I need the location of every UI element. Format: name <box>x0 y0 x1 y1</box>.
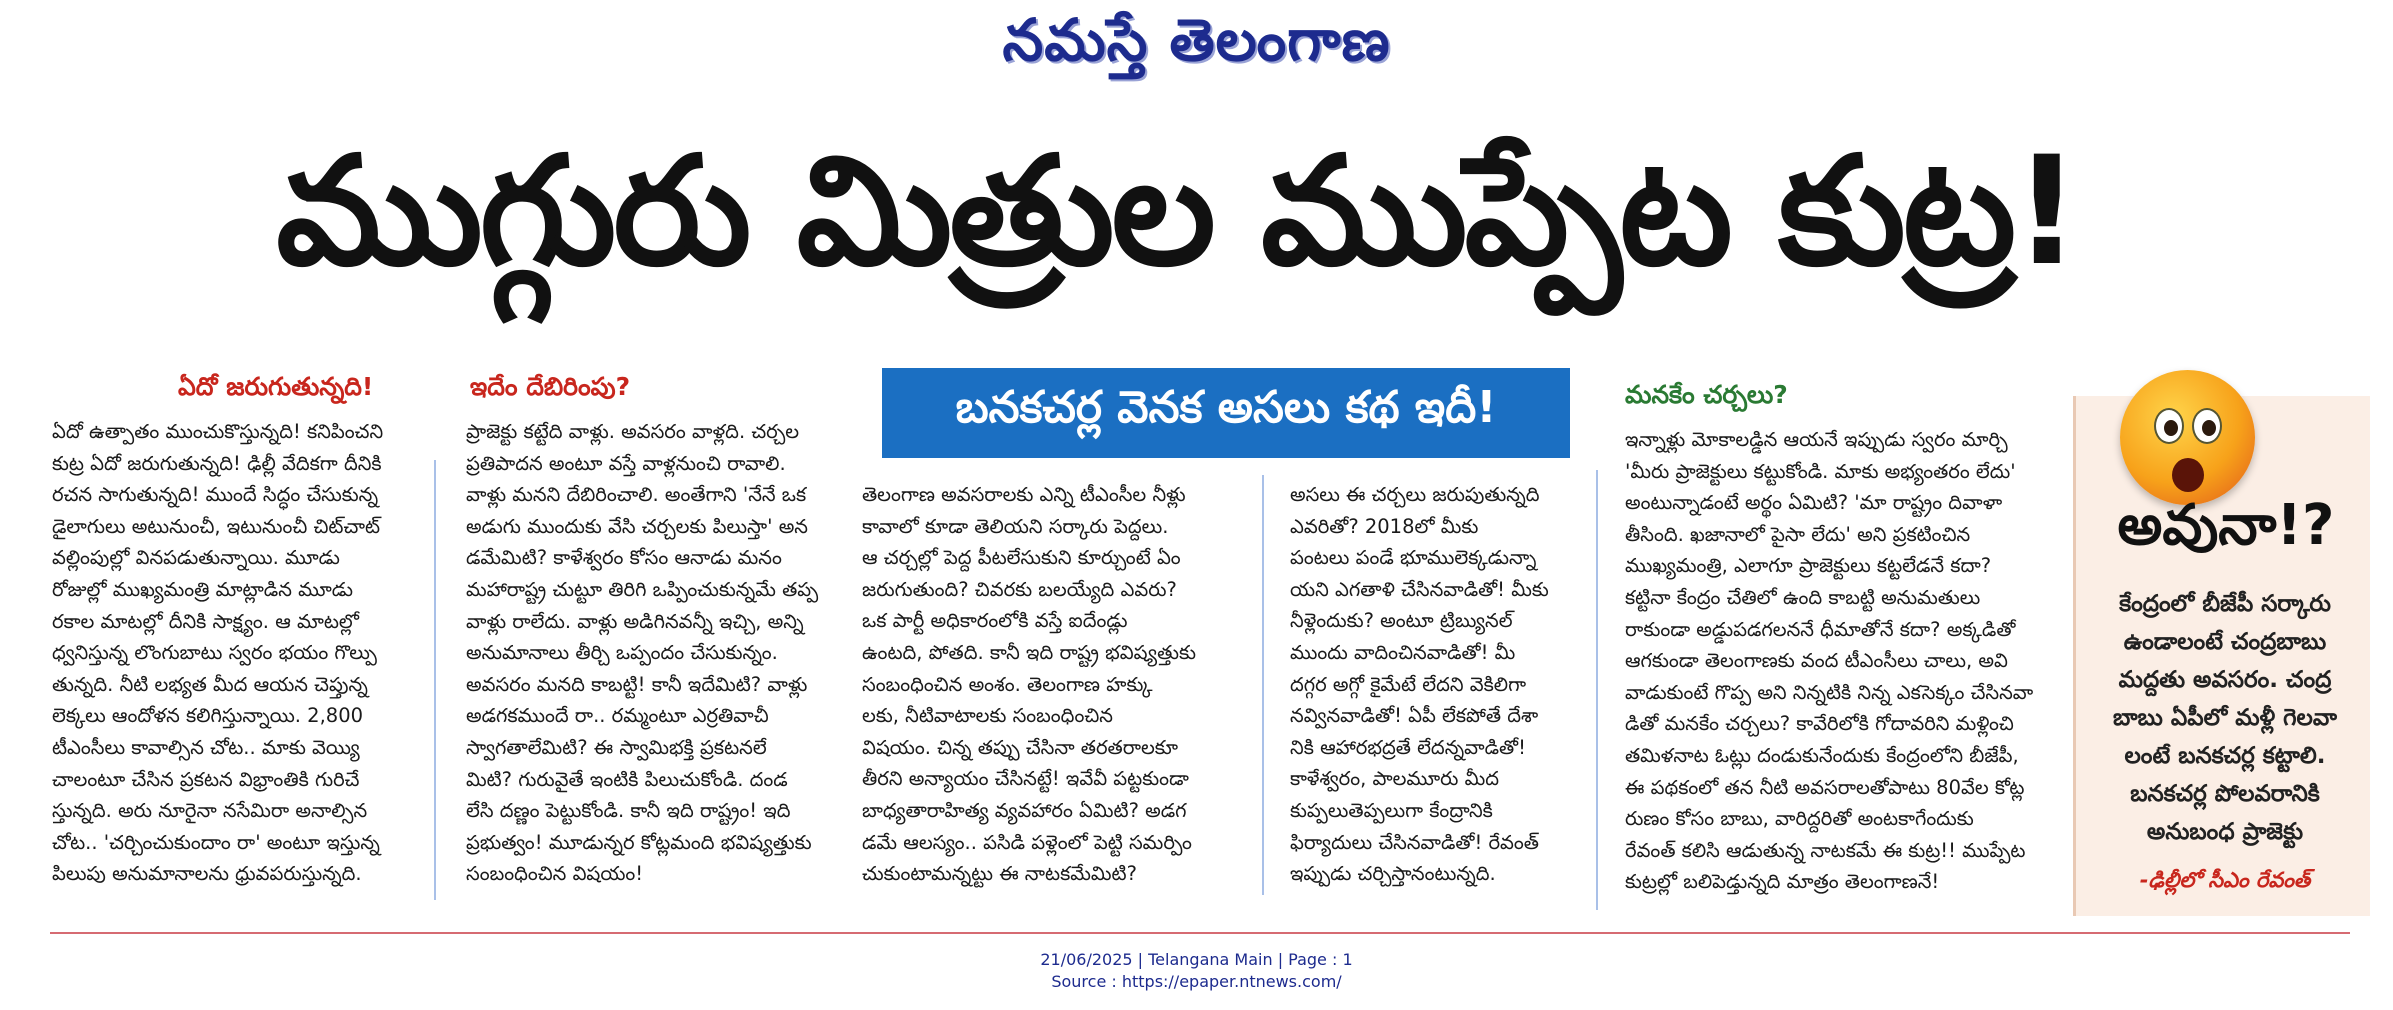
article-line: డమేమిటి? కాళేశ్వరం కోసం ఆనాడు మనం <box>466 546 782 570</box>
col2-kicker: ఇదేం దేబిరింపు? <box>470 372 631 401</box>
article-line: చాలంటూ చేసిన ప్రకటన విభ్రాంతికి గురిచే <box>52 767 360 791</box>
article-column-3 <box>862 479 1234 890</box>
article-line: తీసింది. ఖజానాలో పైసా లేదు' అని ప్రకటించిన <box>1625 522 1971 546</box>
article-line: అడుగు ముందుకు వేసి చర్చలకు పిలుస్తా' అన <box>466 514 808 538</box>
article-line: అంటున్నాడంటే అర్థం ఏమిటి? 'మా రాష్ట్రం దివాళా <box>1625 491 2003 515</box>
article-line: చోట.. 'చర్చించుకుందాం రా' అంటూ ఇస్తున్న <box>52 830 380 854</box>
article-line: వల్లింపుల్లో వినపడుతున్నాయి. మూడు <box>52 546 340 570</box>
article-line: తెలంగాణ అవసరాలకు ఎన్ని టీఎంసీల నీళ్లు <box>862 483 1186 506</box>
article-line: ప్రభుత్వం! మూడున్నర కోట్లమంది భవిష్యత్తుకు <box>466 830 812 854</box>
article-line: అసలు ఈ చర్చలు జరుపుతున్నది <box>1290 483 1540 506</box>
article-line: డమే ఆలస్యం.. పసిడి పళ్లెంలో పెట్టి సమర్పిం <box>862 830 1192 854</box>
sidebar-title: అవునా!? <box>2117 493 2335 558</box>
article-line: మద్దతు అవసరం. చంద్ర <box>2118 667 2332 693</box>
main-headline: ముగ్గురు మిత్రుల ముప్పేట కుట్ర! <box>276 125 2078 299</box>
article-line: విషయం. చిన్న తప్పు చేసినా తరతరాలకూ <box>862 735 1179 759</box>
article-line: వాళ్లు మనని దేబిరించాలి. అంతేగాని 'నేనే ఒక <box>466 483 807 507</box>
article-line: రకాల మాటల్లో దీనికి సాక్ష్యం. ఆ మాటల్లో <box>52 609 359 633</box>
shocked-face-icon <box>2120 370 2255 505</box>
col1-kicker: ఏదో జరుగుతున్నది! <box>178 372 374 401</box>
article-line: నికి ఆహారభద్రతే లేదన్నవాడితో! <box>1290 735 1526 759</box>
article-line: అవసరం మనది కాబట్టి! కానీ ఇదేమిటి? వాళ్లు <box>466 672 808 696</box>
article-line: దగ్గర అగ్గో కైమేటే లేదని వెకిలిగా <box>1290 672 1527 696</box>
article-line: కట్టినా కేంద్రం చేతిలో ఉంది కాబట్టి అనుమతులు <box>1625 585 1981 609</box>
article-line: చుకుంటామన్నట్టు ఈ నాటకమేమిటి? <box>862 862 1137 886</box>
article-line: కావాలో కూడా తెలియని సర్కారు పెద్దలు. <box>862 514 1169 538</box>
article-line: రేవంత్ కలిసి ఆడుతున్న నాటకమే ఈ కుట్ర!! ముప్పేట <box>1625 838 2026 862</box>
footer-date-line: 21/06/2025 | Telangana Main | Page : 1 <box>1040 950 1353 969</box>
article-column-1 <box>52 416 412 890</box>
article-line: వాడుకుంటే గొప్ప అని నిన్నటికి నిన్న ఎకసెక్కం చేసినవా <box>1625 680 2034 704</box>
article-line: ప్రాజెక్టు కట్టేది వాళ్లు. అవసరం వాళ్లది. చర్చల <box>466 420 800 443</box>
column-divider <box>434 460 436 900</box>
article-line: ఏదో ఉత్పాతం ముంచుకొస్తున్నది! కనిపించని <box>52 420 384 443</box>
article-line: పంటలు పండే భూములెక్కడున్నా <box>1290 546 1537 570</box>
article-line: తున్నది. నీటి లభ్యత మీద ఆయన చెప్తున్న <box>52 672 368 696</box>
article-column-2 <box>466 416 856 890</box>
article-column-4 <box>1290 479 1575 890</box>
article-line: అనుమానాలు తీర్చి ఒప్పందం చేసుకున్నం. <box>466 641 778 665</box>
article-line: 'మీరు ప్రాజెక్టులు కట్టుకోండి. మాకు అభ్యంతరం లేదు' <box>1625 459 2016 483</box>
article-line: కుట్రల్లో బలిపెడ్తున్నది మాత్రం తెలంగాణనే! <box>1625 870 1940 894</box>
article-line: రుణం కోసం బాబు, వారిద్దరితో అంటకాగేందుకు <box>1625 807 1974 831</box>
sidebar-text <box>2080 585 2370 851</box>
article-line: మహారాష్ట్ర చుట్టూ తిరిగి ఒప్పించుకున్నమే తప్ప <box>466 577 819 601</box>
article-line: ప్రతిపాదన అంటూ వస్తే వాళ్లనుంచి రావాలి. <box>466 451 786 475</box>
article-line: నవ్వినవాడితో! ఏపీ లేకపోతే దేశా <box>1290 704 1539 728</box>
article-column-5 <box>1625 424 2055 898</box>
article-line: ఆగకుండా తెలంగాణకు వంద టీఎంసీలు చాలు, అవి <box>1625 649 2008 673</box>
article-line: లంటే బనకచర్ల కట్టాలి. <box>2124 743 2326 769</box>
article-line: కుట్ర ఏదో జరుగుతున్నది! ఢిల్లీ వేదికగా దీనికి <box>52 451 382 475</box>
article-line: ఉండాలంటే చంద్రబాబు <box>2123 629 2327 655</box>
article-line: జరుగుతుంది? చివరకు బలయ్యేది ఎవరు? <box>862 577 1177 601</box>
article-line: సంబంధించిన అంశం. తెలంగాణ హక్కు <box>862 672 1153 696</box>
article-line: అనుబంధ ప్రాజెక్టు <box>2146 819 2304 845</box>
article-line: ఇన్నాళ్లు మోకాలడ్డిన ఆయనే ఇప్పుడు స్వరం మార్చి <box>1625 428 2008 451</box>
article-line: ఒక పార్టీ అధికారంలోకి వస్తే ఐదేండ్లు <box>862 609 1128 633</box>
article-line: ఇప్పుడు చర్చిస్తానంటున్నది. <box>1290 862 1496 886</box>
article-line: స్తున్నది. అరు నూరైనా నసేమిరా అనాల్సిన <box>52 799 368 823</box>
article-line: కేంద్రంలో బీజేపీ సర్కారు <box>2119 591 2331 617</box>
article-line: ఫిర్యాదులు చేసినవాడితో! రేవంత్ <box>1290 830 1539 854</box>
article-line: రచన సాగుతున్నది! ముందే సిద్ధం చేసుకున్న <box>52 483 379 507</box>
column-divider <box>1262 475 1264 895</box>
article-line: స్వాగతాలేమిటి? ఈ స్వామిభక్తి ప్రకటనలే <box>466 735 767 759</box>
article-line: అడగకముందే రా.. రమ్మంటూ ఎర్రతివాచీ <box>466 704 769 728</box>
article-line: డితో మనకేం చర్చలు? కావేరిలోకి గోదావరిని మళ్లించి <box>1625 712 2014 736</box>
article-line: ఆ చర్చల్లో పెద్ద పీటలేసుకుని కూర్చుంటే ఏం <box>862 546 1181 570</box>
article-line: కాళేశ్వరం, పాలమూరు మీద <box>1290 767 1500 791</box>
article-line: ఎవరితో? 2018లో మీకు <box>1290 514 1479 538</box>
article-line: బనకచర్ల పోలవరానికి <box>2130 781 2320 807</box>
section-banner: బనకచర్ల వెనక అసలు కథ ఇదీ! <box>882 368 1570 458</box>
article-line: ఉంటది, పోతది. కానీ ఇది రాష్ట్ర భవిష్యత్తుకు <box>862 640 1196 664</box>
article-line: డైలాగులు అటునుంచీ, ఇటునుంచీ చిట్‌చాట్ <box>52 514 381 538</box>
article-line: బాధ్యతారాహిత్య వ్యవహారం ఏమిటి? అడగ <box>862 798 1187 822</box>
article-line: బాబు ఏపీలో మళ్లీ గెలవా <box>2113 705 2337 731</box>
article-line: నీళ్లెందుకు? అంటూ ట్రిబ్యునల్ <box>1290 609 1513 633</box>
sidebar-signature: -ఢిల్లీలో సీఎం రేవంత్ <box>2139 868 2311 892</box>
article-line: సంబంధించిన విషయం! <box>466 862 644 886</box>
article-line: యని ఎగతాళి చేసినవాడితో! మీకు <box>1290 577 1549 601</box>
article-line: లేసి దణ్ణం పెట్టుకోండి. కానీ ఇది రాష్ట్రం! ఇది <box>466 799 791 823</box>
bottom-rule <box>50 932 2350 934</box>
article-line: ధ్వనిస్తున్న లొంగుబాటు స్వరం భయం గొల్పు <box>52 641 377 665</box>
article-line: పిలుపు అనుమానాలను ధ్రువపరుస్తున్నది. <box>52 862 362 886</box>
article-line: వాళ్లు రాలేదు. వాళ్లు అడిగినవన్నీ ఇచ్చి, అన్ని <box>466 609 804 633</box>
article-line: లెక్కలు ఆందోళన కలిగిస్తున్నాయి. 2,800 <box>52 704 364 728</box>
article-line: ఈ పథకంలో తన నీటి అవసరాలతోపాటు 80వేల కోట్ల <box>1625 775 2025 799</box>
article-line: ముఖ్యమంత్రి, ఎలాగూ ప్రాజెక్టులు కట్టలేడనే కదా? <box>1625 554 1992 578</box>
column-divider <box>1596 470 1598 910</box>
footer-source-line: Source : https://epaper.ntnews.com/ <box>1051 972 1342 991</box>
masthead-logo: నమస్తే తెలంగాణ <box>1002 6 1391 74</box>
article-line: మిటి? గురువైతే ఇంటికి పిలుచుకోండి. దండ <box>466 767 788 791</box>
article-line: కుప్పలుతెప్పలుగా కేంద్రానికి <box>1290 798 1493 822</box>
article-line: తీరని అన్యాయం చేసినట్టే! ఇవేవీ పట్టకుండా <box>862 767 1189 791</box>
article-line: ముందు వాదించినవాడితో! మీ <box>1290 640 1516 664</box>
article-line: రోజుల్లో ముఖ్యమంత్రి మాట్లాడిన మూడు <box>52 577 353 601</box>
article-line: తమిళనాట ఓట్లు దండుకునేందుకు కేంద్రంలోని బీజేపీ, <box>1625 743 2019 767</box>
article-line: లకు, నీటివాటాలకు సంబంధించిన <box>862 704 1113 728</box>
article-line: రాకుండా అడ్డుపడగలననే ధీమాతోనే కదా? అక్కడితో <box>1625 617 2016 641</box>
article-line: టీఎంసీలు కావాల్సిన చోట.. మాకు వెయ్యి <box>52 735 360 759</box>
col5-kicker: మనకేం చర్చలు? <box>1625 380 1788 409</box>
